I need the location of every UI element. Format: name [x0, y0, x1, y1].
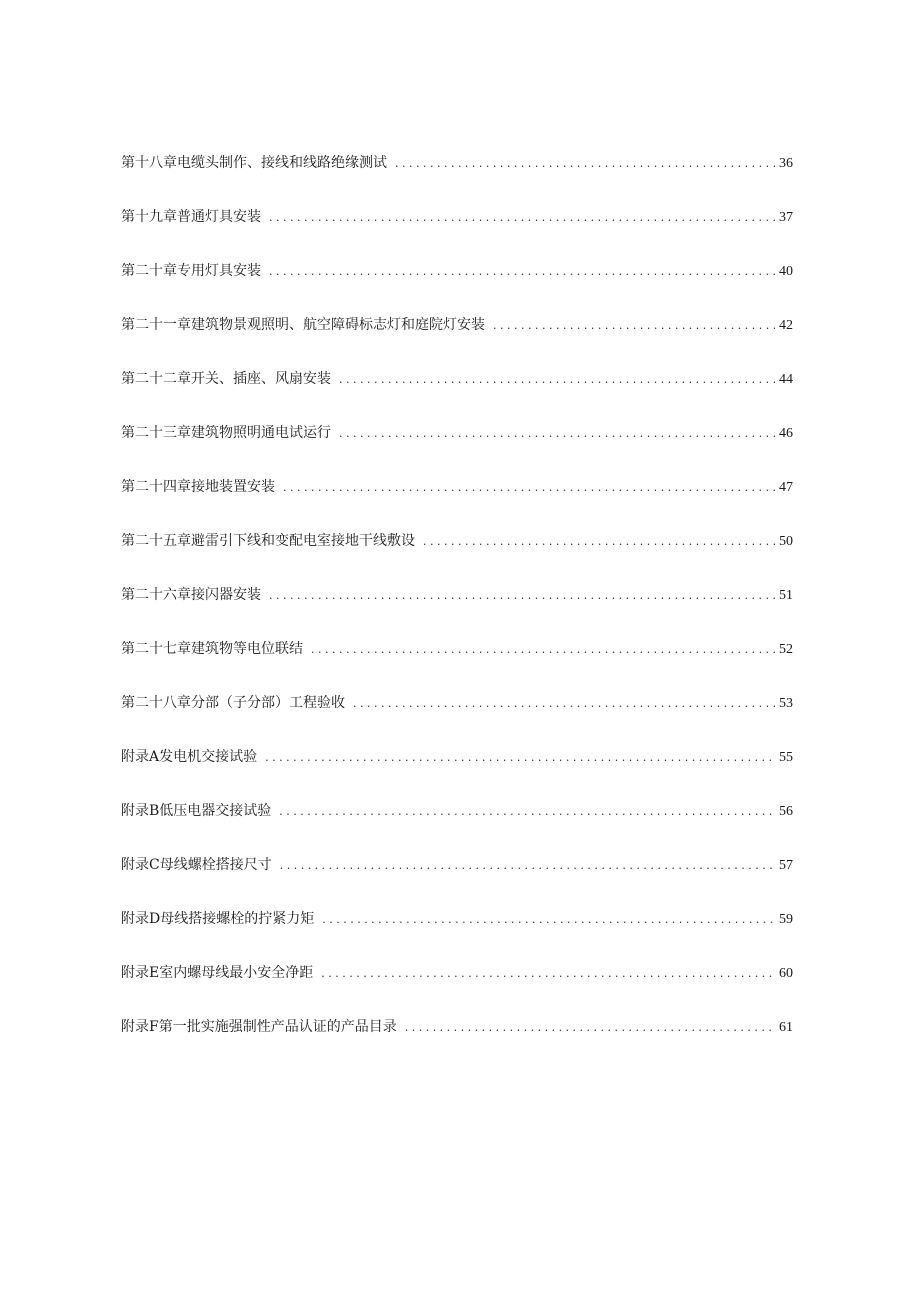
- toc-leader-dots: [280, 851, 775, 881]
- toc-entry-title: 附录E室内螺母线最小安全净距: [121, 965, 314, 981]
- toc-entry[interactable]: [121, 310, 793, 364]
- toc-entry-page: 42: [779, 318, 793, 333]
- toc-leader-dots: [395, 149, 775, 179]
- toc-entry[interactable]: [121, 688, 793, 742]
- toc-leader-dots: [321, 959, 775, 989]
- toc-entry-page: 59: [779, 912, 793, 927]
- toc-entry[interactable]: [121, 796, 793, 850]
- toc-entry-page: 56: [779, 804, 793, 819]
- toc-leader-dots: [493, 311, 775, 341]
- toc-entry[interactable]: [121, 472, 793, 526]
- toc-entry-title: 第二十章专用灯具安装: [121, 263, 261, 279]
- toc-entry[interactable]: [121, 526, 793, 580]
- toc-entry-title: 第二十六章接闪器安装: [121, 587, 261, 603]
- toc-entry-page: 57: [779, 858, 793, 873]
- toc-entry-page: 44: [779, 372, 793, 387]
- toc-entry-title: 附录A发电机交接试验: [121, 749, 258, 765]
- toc-leader-dots: [269, 581, 775, 611]
- table-of-contents: [121, 148, 793, 1066]
- toc-leader-dots: [311, 635, 775, 665]
- toc-leader-dots: [265, 743, 775, 773]
- toc-leader-dots: [423, 527, 775, 557]
- toc-leader-dots: [322, 905, 775, 935]
- toc-entry-title: 第十八章电缆头制作、接线和线路绝缘测试: [121, 155, 387, 171]
- toc-entry-title: 第二十四章接地装置安装: [121, 479, 275, 495]
- toc-entry-page: 51: [779, 588, 793, 603]
- toc-entry-page: 60: [779, 966, 793, 981]
- toc-entry[interactable]: [121, 202, 793, 256]
- toc-entry[interactable]: [121, 742, 793, 796]
- toc-entry[interactable]: [121, 418, 793, 472]
- toc-entry-page: 50: [779, 534, 793, 549]
- toc-entry-title: 第二十八章分部（子分部）工程验收: [121, 695, 345, 711]
- toc-leader-dots: [279, 797, 775, 827]
- toc-entry-title: 第二十三章建筑物照明通电试运行: [121, 425, 331, 441]
- toc-entry-page: 53: [779, 696, 793, 711]
- toc-entry-title: 第二十二章开关、插座、风扇安装: [121, 371, 331, 387]
- toc-entry-title: 第二十一章建筑物景观照明、航空障碍标志灯和庭院灯安装: [121, 317, 485, 333]
- toc-entry[interactable]: [121, 1012, 793, 1066]
- toc-entry[interactable]: [121, 148, 793, 202]
- toc-entry-page: 36: [779, 156, 793, 171]
- toc-entry-page: 61: [779, 1020, 793, 1035]
- toc-leader-dots: [339, 419, 775, 449]
- toc-leader-dots: [353, 689, 775, 719]
- toc-leader-dots: [283, 473, 775, 503]
- toc-entry-title: 第十九章普通灯具安装: [121, 209, 261, 225]
- toc-entry-page: 47: [779, 480, 793, 495]
- toc-entry[interactable]: [121, 580, 793, 634]
- toc-entry[interactable]: [121, 256, 793, 310]
- toc-entry-page: 52: [779, 642, 793, 657]
- toc-entry[interactable]: [121, 850, 793, 904]
- toc-entry-title: 第二十五章避雷引下线和变配电室接地干线敷设: [121, 533, 415, 549]
- toc-entry[interactable]: [121, 958, 793, 1012]
- toc-entry-title: 附录F第一批实施强制性产品认证的产品目录: [121, 1019, 397, 1035]
- toc-entry-title: 第二十七章建筑物等电位联结: [121, 641, 303, 657]
- toc-entry[interactable]: [121, 634, 793, 688]
- toc-entry-title: 附录C母线螺栓搭接尺寸: [121, 857, 272, 873]
- toc-entry-page: 40: [779, 264, 793, 279]
- toc-entry-title: 附录B低压电器交接试验: [121, 803, 272, 819]
- toc-entry-page: 55: [779, 750, 793, 765]
- toc-entry-page: 37: [779, 210, 793, 225]
- toc-entry-page: 46: [779, 426, 793, 441]
- toc-leader-dots: [269, 257, 775, 287]
- toc-leader-dots: [269, 203, 775, 233]
- toc-entry-title: 附录D母线搭接螺栓的拧紧力矩: [121, 911, 315, 927]
- toc-entry[interactable]: [121, 364, 793, 418]
- toc-leader-dots: [405, 1013, 775, 1043]
- toc-entry[interactable]: [121, 904, 793, 958]
- toc-leader-dots: [339, 365, 775, 395]
